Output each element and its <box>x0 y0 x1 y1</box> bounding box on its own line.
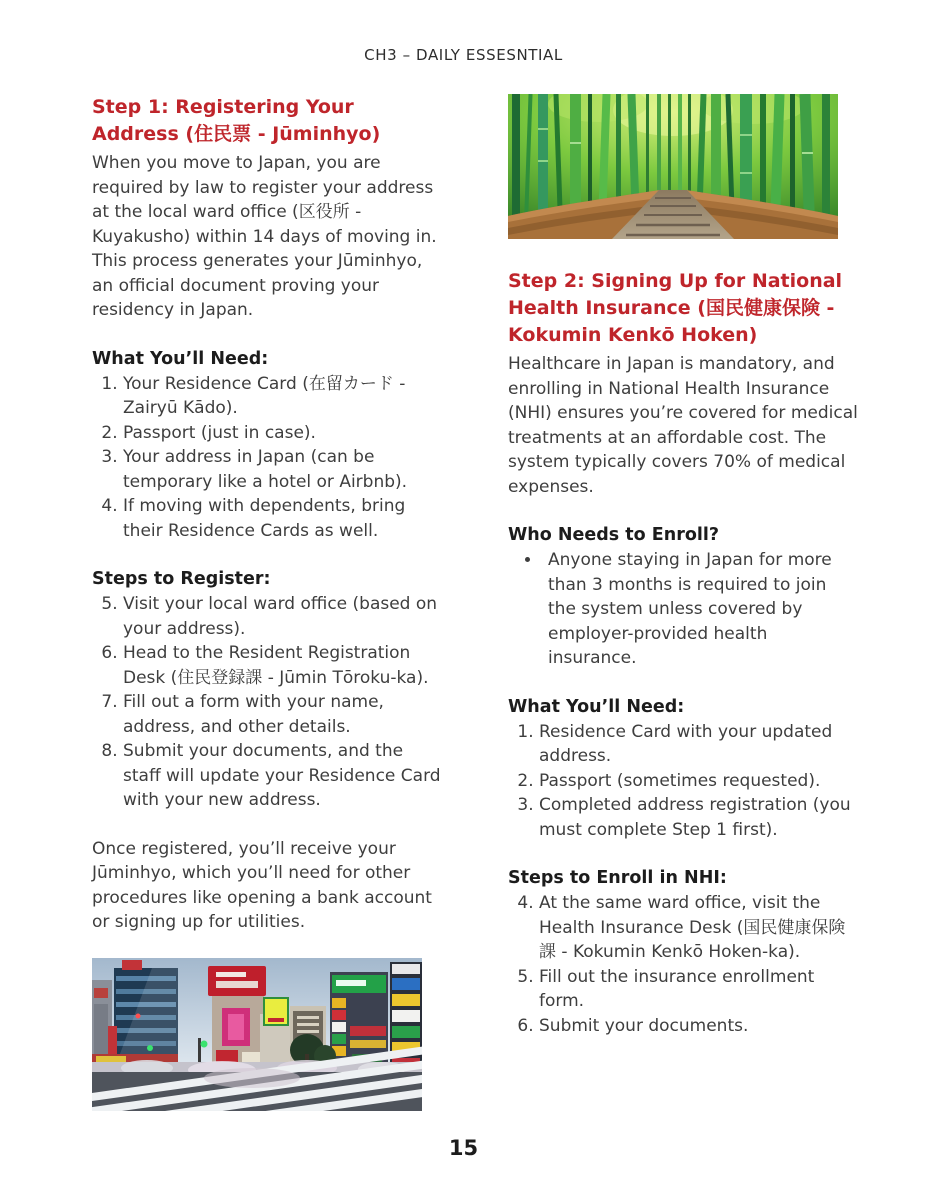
steps-to-enroll-heading: Steps to Enroll in NHI: <box>508 868 727 888</box>
list-item: 2. Passport (just in case). <box>123 421 442 446</box>
tokyo-street-crossing-photo <box>92 958 422 1111</box>
who-needs-to-enroll-heading: Who Needs to Enroll? <box>508 525 719 545</box>
bamboo-forest-path-photo <box>508 94 838 239</box>
list-item: 3. Your address in Japan (can be temporary like a hotel or Airbnb). <box>123 445 442 494</box>
what-youll-need-list-right <box>508 720 858 843</box>
who-needs-to-enroll-list <box>508 548 858 671</box>
step1-intro-paragraph: When you move to Japan, you are required by law to register your address at the local ward office (区役所 - Kuyakusho) within 14 days of moving in. This process generates your Jūminhyo, an official document proving your residency in Japan. <box>92 153 437 320</box>
list-item: 5. Visit your local ward office (based on your address). <box>123 592 442 641</box>
list-item: • Anyone staying in Japan for more than 3 months is required to join the system unless covered by employer-provided health insurance. <box>542 548 858 671</box>
what-youll-need-list-left <box>92 372 442 544</box>
step1-heading: Step 1: Registering Your Address (住民票 - Jūminhyo) <box>92 96 381 145</box>
list-item: 6. Submit your documents. <box>539 1014 858 1039</box>
list-item: 5. Fill out the insurance enrollment form. <box>539 965 858 1014</box>
page-number: 15 <box>448 1136 479 1160</box>
list-item: 8. Submit your documents, and the staff will update your Residence Card with your new address. <box>123 739 442 813</box>
list-item: 3. Completed address registration (you must complete Step 1 first). <box>539 793 858 842</box>
steps-to-register-list <box>92 592 442 813</box>
list-item: 1. Residence Card with your updated address. <box>539 720 858 769</box>
content-columns <box>0 64 927 1111</box>
step2-intro-paragraph: Healthcare in Japan is mandatory, and enrolling in National Health Insurance (NHI) ensures you’re covered for medical treatments at an affordable cost. The system typically covers 70% of medical expenses. <box>508 354 858 497</box>
right-column <box>508 94 858 1111</box>
list-item: 7. Fill out a form with your name, address, and other details. <box>123 690 442 739</box>
chapter-header: CH3 – DAILY ESSESNTIAL <box>364 46 563 64</box>
left-column <box>92 94 442 1111</box>
list-item: 1. Your Residence Card (在留カード - Zairyū Kādo). <box>123 372 442 421</box>
list-item: 2. Passport (sometimes requested). <box>539 769 858 794</box>
what-youll-need-heading-left: What You’ll Need: <box>92 348 269 369</box>
list-item: 6. Head to the Resident Registration Desk (住民登録課 - Jūmin Tōroku-ka). <box>123 641 442 690</box>
list-item: 4. At the same ward office, visit the Health Insurance Desk (国民健康保険課 - Kokumin Kenkō Hoken-ka). <box>539 891 858 965</box>
what-youll-need-heading-right: What You’ll Need: <box>508 696 685 717</box>
step2-heading: Step 2: Signing Up for National Health Insurance (国民健康保険 - Kokumin Kenkō Hoken) <box>508 270 843 346</box>
steps-to-enroll-list <box>508 891 858 1038</box>
steps-to-register-heading: Steps to Register: <box>92 569 271 589</box>
list-item: 4. If moving with dependents, bring their Residence Cards as well. <box>123 494 442 543</box>
step1-closing-paragraph: Once registered, you’ll receive your Jūminhyo, which you’ll need for other procedures like opening a bank account or signing up for utilities. <box>92 838 432 932</box>
